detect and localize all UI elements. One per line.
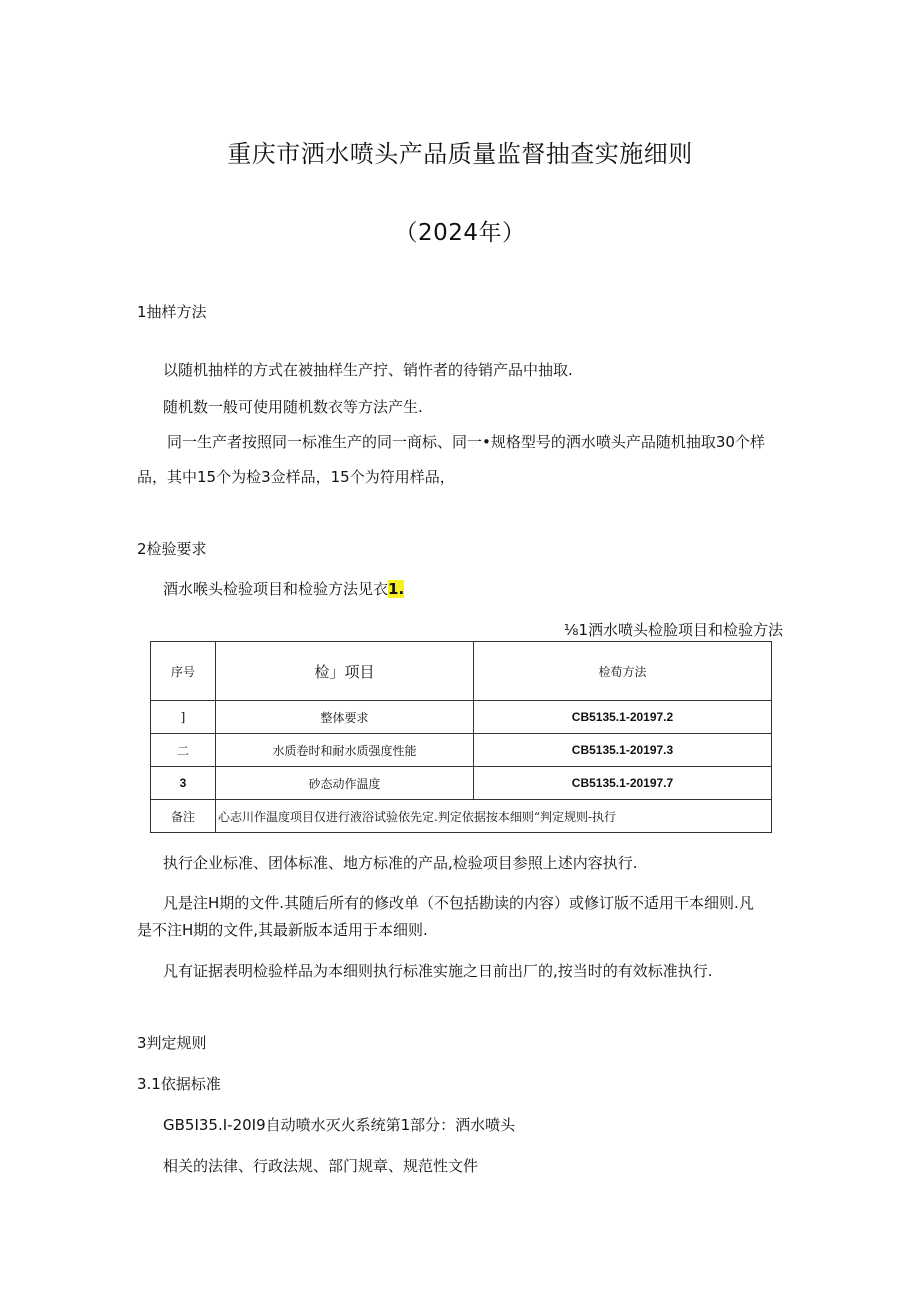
row-method: CB5135.1-20197.3 <box>474 734 772 767</box>
table-row <box>151 734 772 767</box>
header-index: 序号 <box>151 642 216 701</box>
row-method: CB5135.1-20197.2 <box>474 701 772 734</box>
section-1-paragraph-3-cont: 品，其中15个为检3佥样品，15个为符用样品， <box>137 468 455 486</box>
note-text: 心志川作温度项目仅进行液浴试验依先定.判定依据按本细则“判定规则-执行 <box>216 800 772 833</box>
row-item: 砂态动作温度 <box>216 767 474 800</box>
section-1-paragraph-3: 同一生产者按照同一标准生产的同一商标、同一•规格型号的洒水喷头产品随机抽取30个样 <box>167 433 765 451</box>
section-1-paragraph-1: 以随机抽样的方式在被抽样生产拧、销忤者的待销产品中抽取. <box>163 361 573 379</box>
section-2-paragraph-3-cont: 是不注H期的文件,其最新版本适用于本细则. <box>137 921 428 939</box>
document-year: （2024年） <box>394 220 526 246</box>
regulations-reference: 相关的法律、行政法规、部门规章、规范性文件 <box>163 1157 479 1175</box>
table-caption: ⅛1洒水喷头检脸项目和检验方法 <box>563 621 783 639</box>
section-2-paragraph-4: 凡有证据表明检验样品为本细则执行标准实施之日前出厂的,按当时的有效标准执行. <box>163 962 713 980</box>
table-header-row <box>151 642 772 701</box>
section-2-paragraph-3: 凡是注H期的文件.其随后所有的修改单（不包括勘读的内容）或修订版不适用干本细则.凡 <box>163 894 754 912</box>
note-label: 备注 <box>151 800 216 833</box>
table-row <box>151 701 772 734</box>
section-2-paragraph-2: 执行企业标准、团体标准、地方标准的产品,检验项目参照上述内容执行. <box>163 854 638 872</box>
row-index: ] <box>151 701 216 734</box>
section-2-paragraph-1-text: 酒水喉头检验项目和检验方法见衣 <box>163 580 389 598</box>
inspection-table <box>150 641 772 833</box>
row-index: 二 <box>151 734 216 767</box>
highlighted-table-ref: 1. <box>388 580 405 598</box>
header-method: 检荀方法 <box>474 642 772 701</box>
row-item: 整体要求 <box>216 701 474 734</box>
row-item: 水质卷时和耐水质强度性能 <box>216 734 474 767</box>
document-title: 重庆市洒水喷头产品质量监督抽查实施细则 <box>227 140 693 168</box>
header-item: 检」项目 <box>216 642 474 701</box>
section-3-heading: 3判定规则 <box>137 1034 207 1052</box>
section-1-paragraph-2: 随机数一般可使用随机数衣等方法产生. <box>163 398 423 416</box>
section-3-1-heading: 3.1依据标准 <box>137 1075 221 1093</box>
standard-reference: GB5I35.I-20I9自动喷水灭火系统第1部分：洒水喷头 <box>163 1116 516 1134</box>
table-note-row <box>151 800 772 833</box>
table-row <box>151 767 772 800</box>
section-2-heading: 2检验要求 <box>137 540 207 558</box>
section-2-paragraph-1 <box>163 578 404 599</box>
row-index: 3 <box>151 767 216 800</box>
section-1-heading: 1抽样方法 <box>137 303 207 321</box>
row-method: CB5135.1-20197.7 <box>474 767 772 800</box>
